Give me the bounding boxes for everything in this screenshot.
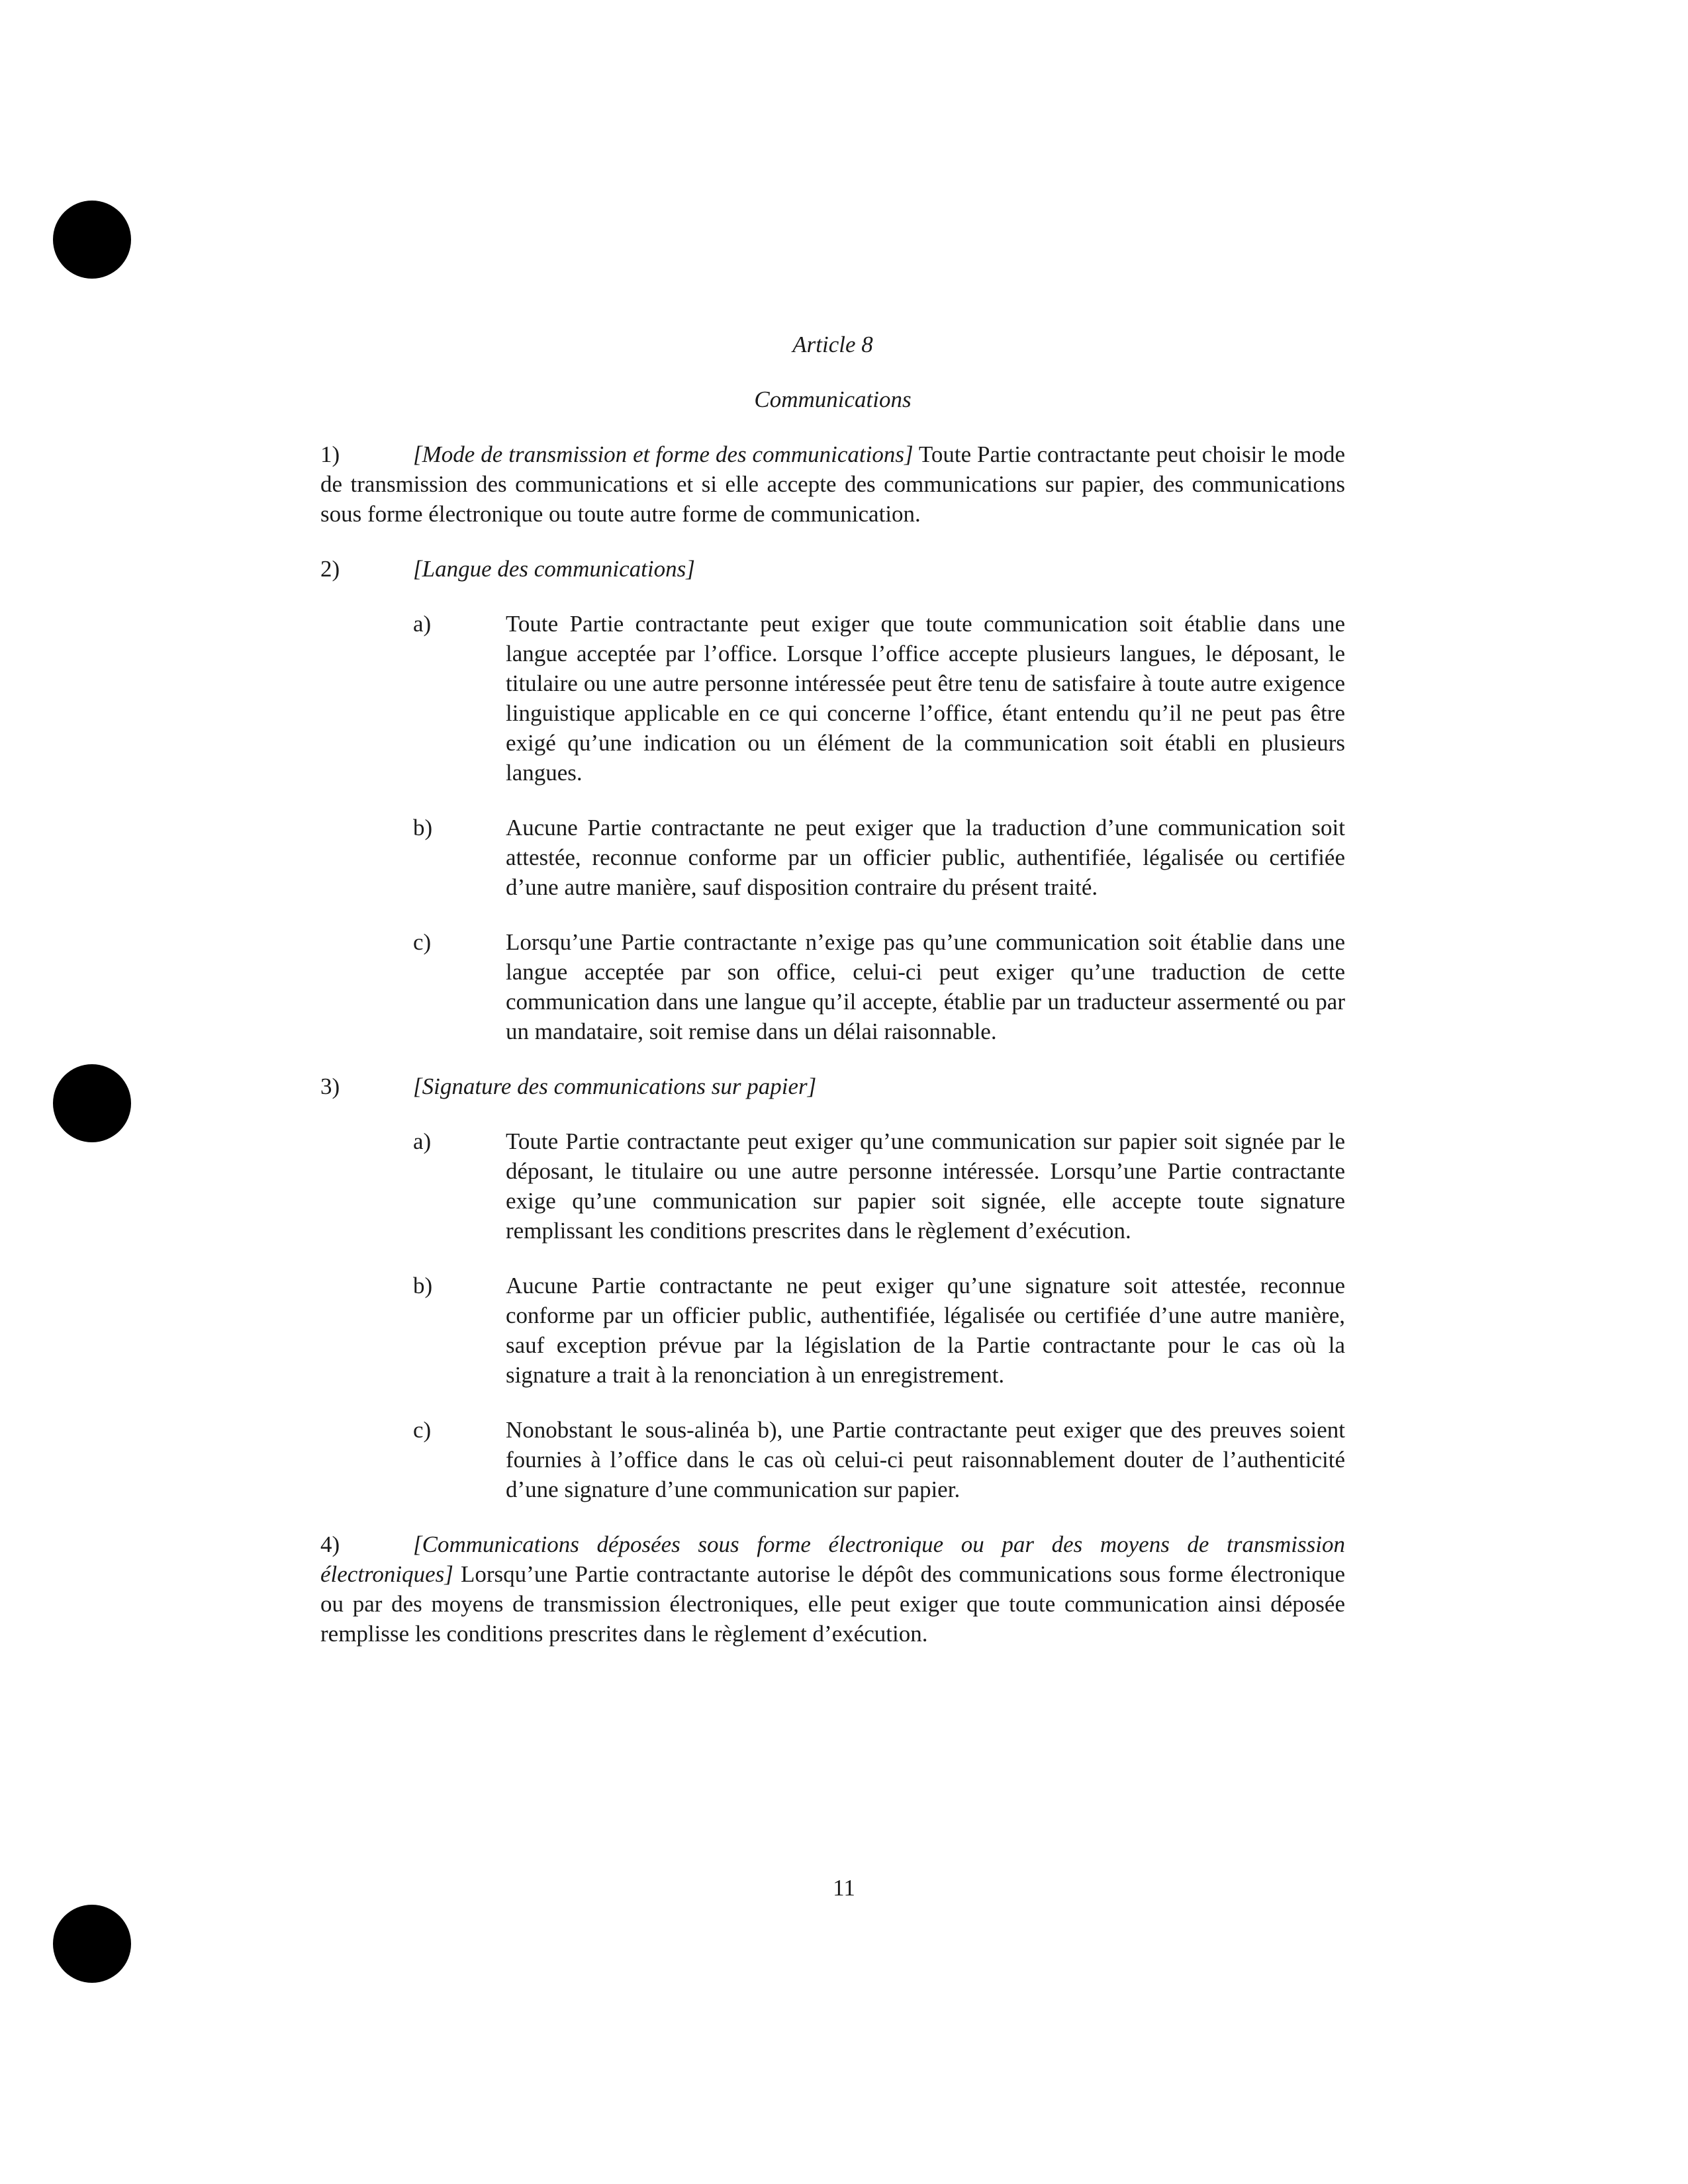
subparagraph-3b [320, 1271, 1345, 1390]
paragraph-number: 2) [320, 556, 340, 582]
subparagraph-text: Toute Partie contractante peut exiger que toute communication soit établie dans une langue acceptée par l’office. Lorsque l’office accepte plusieurs langues, le déposant, le titulaire ou une autre personne intéressée peut être tenu de satisfaire à toute autre exigence linguistique applicable en ce qui concerne l’office, étant entendu qu’il ne peut pas être exigé qu’une indication ou un élément de la communication soit établi en plusieurs langues. [506, 611, 1345, 786]
subparagraph-letter: b) [413, 815, 433, 841]
paragraph-text: Lorsqu’une Partie contractante autorise le dépôt des communications sous forme électronique ou par des moyens de transmission électroniques, elle peut exiger que toute communication ainsi déposée remplisse les conditions prescrites dans le règlement d’exécution. [320, 1561, 1345, 1647]
punch-hole [53, 1905, 131, 1983]
subparagraph-2a [320, 609, 1345, 788]
page-content [320, 330, 1345, 1674]
paragraph-number: 1) [320, 441, 340, 467]
subparagraph-letter: c) [413, 929, 432, 955]
paragraph-2-heading [320, 554, 1345, 584]
paragraph-3-heading [320, 1071, 1345, 1101]
article-subtitle: Communications [754, 387, 912, 412]
paragraph-1 [320, 439, 1345, 529]
punch-hole [53, 201, 131, 279]
paragraph-number: 3) [320, 1073, 340, 1099]
paragraph-text: Toute Partie contractante peut choisir le mode de transmission des communications et si elle accepte des communications sur papier, des communications sous forme électronique ou toute autre forme de communication. [320, 441, 1345, 527]
paragraph-heading: [Langue des communications] [413, 556, 695, 582]
subparagraph-letter: c) [413, 1417, 432, 1443]
subparagraph-letter: b) [413, 1273, 433, 1298]
subparagraph-text: Nonobstant le sous-alinéa b), une Partie contractante peut exiger que des preuves soient fournies à l’office dans le cas où celui-ci peut raisonnablement douter de l’authenticité d’une signature d’une communication sur papier. [506, 1417, 1345, 1502]
paragraph-heading: [Signature des communications sur papier] [413, 1073, 817, 1099]
article-title: Article 8 [792, 332, 873, 357]
subparagraph-2c [320, 927, 1345, 1046]
paragraph-4 [320, 1529, 1345, 1649]
subparagraph-letter: a) [413, 611, 432, 637]
page-number: 11 [833, 1875, 855, 1901]
paragraph-heading: [Mode de transmission et forme des communications] [413, 441, 914, 467]
subparagraph-text: Lorsqu’une Partie contractante n’exige pas qu’une communication soit établie dans une langue acceptée par son office, celui-ci peut exiger qu’une traduction de cette communication dans une langue qu’il accepte, établie par un traducteur assermenté ou par un mandataire, soit remise dans un délai raisonnable. [506, 929, 1345, 1044]
subparagraph-text: Toute Partie contractante peut exiger qu’une communication sur papier soit signée par le déposant, le titulaire ou une autre personne intéressée. Lorsqu’une Partie contractante exige qu’une communication sur papier soit signée, elle accepte toute signature remplissant les conditions prescrites dans le règlement d’exécution. [506, 1128, 1345, 1244]
punch-hole [53, 1064, 131, 1142]
subparagraph-2b [320, 813, 1345, 902]
paragraph-number: 4) [320, 1531, 340, 1557]
subparagraph-text: Aucune Partie contractante ne peut exiger que la traduction d’une communication soit attestée, reconnue conforme par un officier public, authentifiée, légalisée ou certifiée d’une autre manière, sauf disposition contraire du présent traité. [506, 815, 1345, 900]
paragraph-heading: [Communications déposées sous forme électronique ou par des moyens de transmission électroniques] [320, 1531, 1345, 1587]
subparagraph-3c [320, 1415, 1345, 1504]
subparagraph-text: Aucune Partie contractante ne peut exiger qu’une signature soit attestée, reconnue conforme par un officier public, authentifiée, légalisée ou certifiée d’une autre manière, sauf exception prévue par la législation de la Partie contractante pour le cas où la signature a trait à la renonciation à un enregistrement. [506, 1273, 1345, 1388]
subparagraph-3a [320, 1126, 1345, 1246]
subparagraph-letter: a) [413, 1128, 432, 1154]
